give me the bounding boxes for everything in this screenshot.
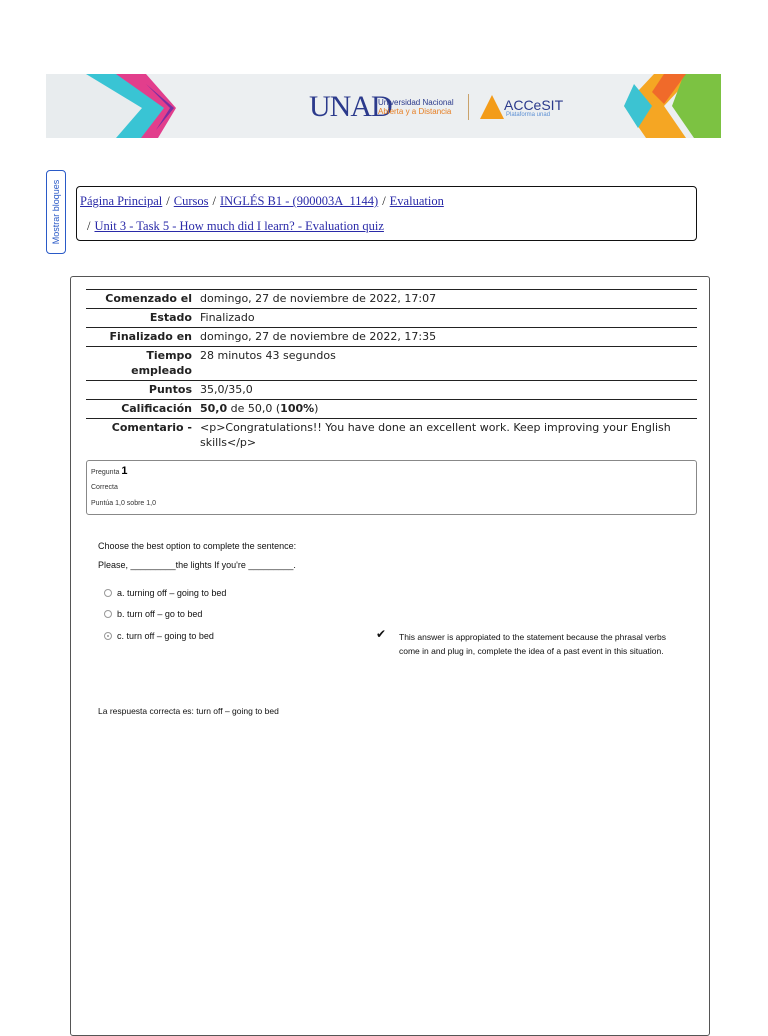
question-prompt: Choose the best option to complete the sentence: bbox=[98, 541, 297, 551]
summary-value: Finalizado bbox=[196, 309, 697, 328]
university-name bbox=[378, 98, 454, 116]
breadcrumb-course-link[interactable]: INGLÉS B1 - (900003A_1144) bbox=[219, 194, 379, 208]
question-status: Correcta bbox=[91, 484, 118, 491]
table-row bbox=[86, 290, 697, 309]
attempt-summary-table bbox=[86, 289, 697, 452]
grade-percent: 100% bbox=[280, 402, 315, 415]
answer-option-label: b. turn off – go to bed bbox=[117, 609, 203, 619]
header-banner bbox=[46, 74, 721, 138]
question-score: Puntúa 1,0 sobre 1,0 bbox=[91, 500, 156, 507]
table-row bbox=[86, 381, 697, 400]
grade-mid: de 50,0 ( bbox=[227, 402, 281, 415]
question-info-box bbox=[86, 460, 697, 515]
breadcrumb-courses-link[interactable]: Cursos bbox=[173, 194, 209, 208]
table-row bbox=[86, 328, 697, 347]
breadcrumb bbox=[76, 186, 697, 241]
summary-label: Finalizado en bbox=[86, 328, 196, 347]
breadcrumb-home-link[interactable]: Página Principal bbox=[80, 194, 163, 208]
question-prefix: Pregunta bbox=[91, 469, 120, 476]
accesit-triangle-icon bbox=[480, 95, 504, 119]
summary-label: Tiempo empleado bbox=[86, 347, 196, 381]
logo-separator bbox=[468, 94, 469, 120]
summary-label: Puntos bbox=[86, 381, 196, 400]
table-row bbox=[86, 309, 697, 328]
breadcrumb-separator: / bbox=[382, 194, 386, 208]
question-number-value: 1 bbox=[121, 465, 128, 477]
answer-option-a[interactable] bbox=[104, 588, 226, 598]
radio-button-selected[interactable] bbox=[104, 632, 112, 640]
question-sentence: Please, _________the lights If you're _________. bbox=[98, 560, 296, 570]
summary-label: Comenzado el bbox=[86, 290, 196, 309]
summary-value: 35,0/35,0 bbox=[196, 381, 697, 400]
table-row bbox=[86, 400, 697, 419]
breadcrumb-separator: / bbox=[87, 219, 91, 233]
checkmark-icon: ✔ bbox=[376, 627, 387, 641]
table-row bbox=[86, 419, 697, 453]
table-row bbox=[86, 347, 697, 381]
breadcrumb-quiz-link[interactable]: Unit 3 - Task 5 - How much did I learn? - Evaluation quiz bbox=[94, 219, 384, 233]
answer-feedback: This answer is appropiated to the statement because the phrasal verbs come in and plug in, complete the idea of a past event in this situation. bbox=[399, 632, 666, 656]
unad-logo-text: UNAD bbox=[309, 90, 392, 123]
accesit-sub: Plataforma unad bbox=[506, 112, 551, 118]
summary-label: Estado bbox=[86, 309, 196, 328]
breadcrumb-evaluation-link[interactable]: Evaluation bbox=[389, 194, 444, 208]
answer-option-label: a. turning off – going to bed bbox=[117, 588, 227, 598]
summary-value: 28 minutos 43 segundos bbox=[196, 347, 697, 381]
banner-decoration-right bbox=[594, 74, 721, 138]
accesit-word: ACCeSIT bbox=[504, 97, 564, 113]
university-line1: Universidad Nacional bbox=[378, 98, 454, 107]
grade-end: ) bbox=[314, 402, 319, 415]
correct-answer-text: La respuesta correcta es: turn off – going to bed bbox=[98, 706, 279, 716]
show-blocks-tab[interactable] bbox=[46, 170, 66, 254]
question-number bbox=[91, 465, 128, 477]
banner-decoration-left bbox=[46, 74, 186, 138]
summary-value: domingo, 27 de noviembre de 2022, 17:07 bbox=[196, 290, 697, 309]
summary-value: <p>Congratulations!! You have done an excellent work. Keep improving your English skills</p> bbox=[196, 419, 697, 453]
radio-button[interactable] bbox=[104, 589, 112, 597]
summary-value bbox=[196, 400, 697, 419]
radio-button[interactable] bbox=[104, 610, 112, 618]
summary-value: domingo, 27 de noviembre de 2022, 17:35 bbox=[196, 328, 697, 347]
breadcrumb-separator: / bbox=[166, 194, 170, 208]
show-blocks-label: Mostrar bloques bbox=[51, 179, 61, 245]
university-line2: Abierta y a Distancia bbox=[378, 107, 452, 116]
summary-label: Comentario - bbox=[86, 419, 196, 453]
grade-value: 50,0 bbox=[200, 402, 228, 415]
answer-option-c[interactable] bbox=[104, 631, 214, 641]
breadcrumb-separator: / bbox=[212, 194, 216, 208]
answer-option-label: c. turn off – going to bed bbox=[117, 631, 214, 641]
answer-option-b[interactable] bbox=[104, 609, 202, 619]
summary-label: Calificación bbox=[86, 400, 196, 419]
